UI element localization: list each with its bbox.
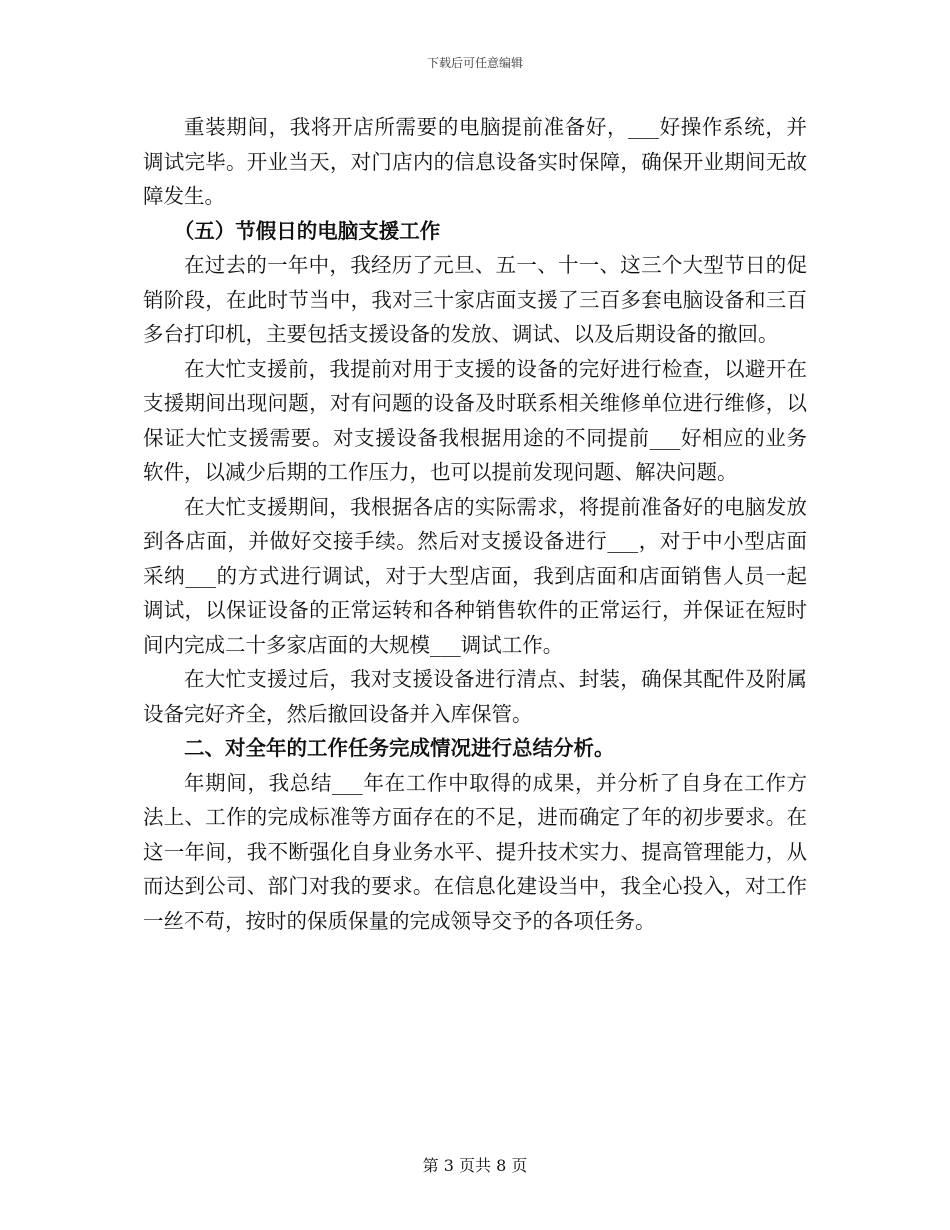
- paragraph-before-support: 在大忙支援前，我提前对用于支援的设备的完好进行检查，以避开在支援期间出现问题，对有问题的设备及时联系相关维修单位进行维修，以保证大忙支援需要。对支援设备我根据用途的不同提前___好相应的业务软件，以减少后期的工作压力，也可以提前发现问题、解决问题。: [143, 356, 807, 484]
- page-header-note: 下载后可任意编辑: [426, 56, 523, 70]
- page-number: 第 3 页共 8 页: [422, 1156, 528, 1175]
- paragraph-annual-summary: 年期间，我总结___年在工作中取得的成果，并分析了自身在工作方法上、工作的完成标准等方面存在的不足，进而确定了年的初步要求。在这一年间，我不断强化自身业务水平、提升技术实力、提高管理能力，从而达到公司、部门对我的要求。在信息化建设当中，我全心投入，对工作一丝不苟，按时的保质保量的完成领导交予的各项任务。: [143, 770, 807, 933]
- section-heading-annual-summary: 二、对全年的工作任务完成情况进行总结分析。: [184, 736, 615, 760]
- paragraph-during-support: 在大忙支援期间，我根据各店的实际需求，将提前准备好的电脑发放到各店面，并做好交接手续。然后对支援设备进行___，对于中小型店面采纳___的方式进行调试，对于大型店面，我到店面和店面销售人员一起调试，以保证设备的正常运转和各种销售软件的正常运行，并保证在短时间内完成二十多家店面的大规模___调试工作。: [143, 494, 807, 657]
- document-body: [143, 110, 807, 938]
- paragraph-holiday-overview: 在过去的一年中，我经历了元旦、五一、十一、这三个大型节日的促销阶段，在此时节当中，我对三十家店面支援了三百多套电脑设备和三百多台打印机，主要包括支援设备的发放、调试、以及后期设备的撤回。: [143, 253, 807, 346]
- paragraph-reinstall: 重装期间，我将开店所需要的电脑提前准备好，___好操作系统，并调试完毕。开业当天，对门店内的信息设备实时保障，确保开业期间无故障发生。: [143, 115, 807, 208]
- section-heading-holiday-support: （五）节假日的电脑支援工作: [173, 218, 441, 243]
- paragraph-after-support: 在大忙支援过后，我对支援设备进行清点、封装，确保其配件及附属设备完好齐全，然后撤回设备并入库保管。: [143, 667, 807, 726]
